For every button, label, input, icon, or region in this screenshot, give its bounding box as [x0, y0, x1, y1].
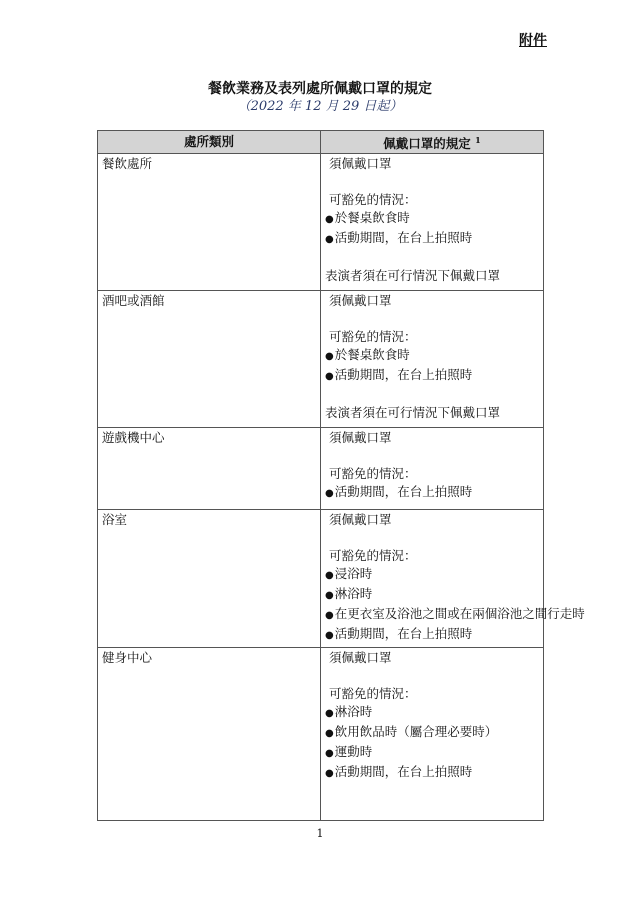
header-rule — [321, 131, 544, 154]
exemption-text: 活動期間，在台上拍照時 — [334, 764, 473, 780]
must-wear-text: 須佩戴口罩 — [329, 512, 392, 528]
exemption-item — [325, 585, 541, 605]
footnote-mark: 1 — [475, 135, 481, 145]
bullet-icon: ● — [325, 234, 334, 246]
exemption-heading: 可豁免的情況： — [329, 548, 417, 564]
bullet-icon: ● — [325, 351, 334, 363]
header-rule-text: 佩戴口罩的規定 — [383, 136, 471, 152]
exemption-item — [325, 565, 541, 585]
bullet-icon: ● — [325, 214, 334, 226]
annex-label: 附件 — [519, 33, 547, 49]
table-row — [98, 510, 544, 648]
must-wear-text: 須佩戴口罩 — [329, 430, 392, 446]
bullet-icon: ● — [325, 590, 334, 602]
mask-rule-cell — [321, 510, 585, 648]
exemption-text: 淋浴時 — [334, 704, 373, 720]
table-header-row — [98, 131, 544, 154]
table-row — [98, 154, 544, 291]
must-wear-text: 須佩戴口罩 — [329, 156, 392, 172]
exemption-text: 淋浴時 — [334, 586, 373, 602]
exemption-heading: 可豁免的情況： — [329, 192, 417, 208]
exemption-heading: 可豁免的情況： — [329, 686, 417, 702]
mask-rule-cell — [321, 291, 544, 428]
mask-rule-cell — [321, 428, 544, 510]
exemption-item — [325, 763, 541, 783]
premises-category: 健身中心 — [98, 648, 321, 821]
bullet-icon: ● — [325, 371, 334, 383]
exemption-item — [325, 346, 541, 366]
table-row — [98, 648, 544, 821]
premises-category: 酒吧或酒館 — [98, 291, 321, 428]
exemption-item — [325, 743, 541, 763]
mask-rule-cell — [321, 648, 544, 821]
mask-rules-table — [97, 130, 585, 821]
bullet-icon: ● — [325, 748, 334, 760]
mask-rule-cell — [321, 154, 544, 291]
exemption-text: 活動期間，在台上拍照時 — [334, 484, 473, 500]
exemption-item — [325, 703, 541, 723]
exemption-text: 在更衣室及浴池之間或在兩個浴池之間行走時 — [334, 606, 585, 622]
page-number: 1 — [316, 827, 324, 840]
exemption-heading: 可豁免的情況： — [329, 329, 417, 345]
bullet-icon: ● — [325, 570, 334, 582]
bullet-icon: ● — [325, 610, 334, 622]
exemption-text: 運動時 — [334, 744, 373, 760]
exemption-item — [325, 625, 541, 645]
exemption-text: 活動期間，在台上拍照時 — [334, 230, 473, 246]
table-row — [98, 428, 544, 510]
exemption-text: 飲用飲品時（屬合理必要時） — [334, 724, 498, 740]
bullet-icon: ● — [325, 728, 334, 740]
must-wear-text: 須佩戴口罩 — [329, 650, 392, 666]
table-row — [98, 291, 544, 428]
exemption-text: 活動期間，在台上拍照時 — [334, 626, 473, 642]
premises-category: 浴室 — [98, 510, 321, 648]
exemption-item — [325, 229, 541, 249]
exemption-heading: 可豁免的情況： — [329, 466, 417, 482]
header-category: 處所類別 — [98, 131, 321, 154]
exemption-text: 於餐桌飲食時 — [334, 347, 410, 363]
exemption-item — [325, 605, 585, 625]
premises-category: 餐飲處所 — [98, 154, 321, 291]
exemption-item — [325, 723, 541, 743]
bullet-icon: ● — [325, 488, 334, 500]
bullet-icon: ● — [325, 708, 334, 720]
exemption-item — [325, 209, 541, 229]
exemption-text: 於餐桌飲食時 — [334, 210, 410, 226]
performer-note: 表演者須在可行情況下佩戴口罩 — [325, 268, 501, 284]
must-wear-text: 須佩戴口罩 — [329, 293, 392, 309]
effective-date: （2022 年 12 月 29 日起） — [237, 99, 403, 114]
exemption-item — [325, 483, 541, 503]
exemption-item — [325, 366, 541, 386]
bullet-icon: ● — [325, 630, 334, 642]
exemption-text: 浸浴時 — [334, 566, 373, 582]
bullet-icon: ● — [325, 768, 334, 780]
document-title: 餐飲業務及表列處所佩戴口罩的規定 — [208, 81, 432, 97]
exemption-text: 活動期間，在台上拍照時 — [334, 367, 473, 383]
premises-category: 遊戲機中心 — [98, 428, 321, 510]
performer-note: 表演者須在可行情況下佩戴口罩 — [325, 405, 501, 421]
